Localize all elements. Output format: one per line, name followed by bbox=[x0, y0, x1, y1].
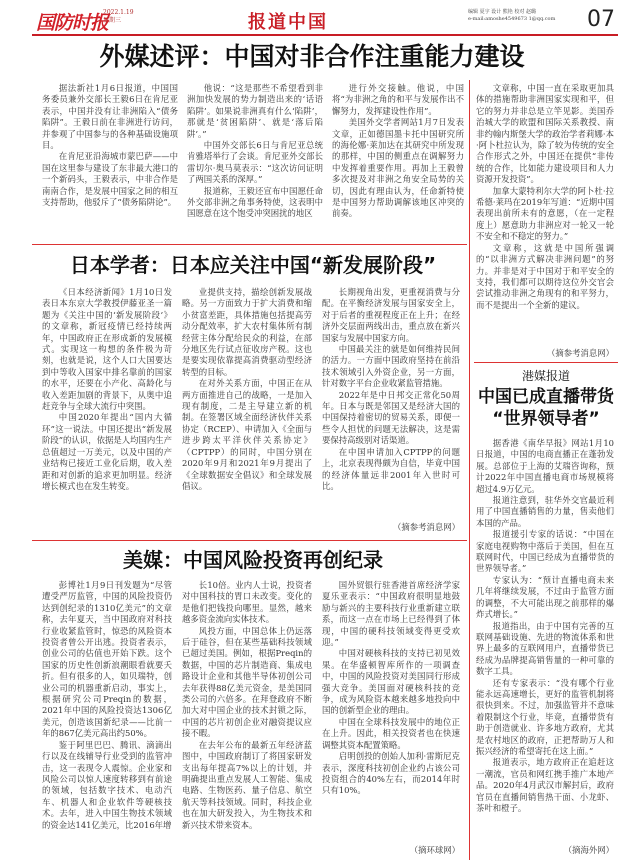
article-a4-body bbox=[476, 438, 614, 844]
paragraph: 启明创投的创始人加利·雷斯尼克表示，深度科技初创企业约占该公司投资组合的40%左右，而2014年时只有10%。 bbox=[322, 751, 460, 796]
paragraph: 长10倍。业内人士说，投资者对中国科技的胃口未改变。变化的是他们把钱投向哪里。显然，越来越多资金流向实体技术。 bbox=[182, 580, 312, 625]
paragraph: 在中国申请加入CPTPP的问题上，北京表现得颇为自信，毕竟中国的经济体量远非2001年入世时可比。 bbox=[322, 446, 460, 491]
article-title-a1: 外媒述评：中国对非合作注重能力建设 bbox=[99, 42, 525, 71]
article-a4-source-wrap bbox=[476, 845, 614, 857]
article-a2-col-1 bbox=[42, 287, 172, 535]
paragraph: 《日本经济新闻》1月10日发表日本东京大学教授伊藤亚圣一篇题为《关注中国的‘新发展阶段’》的文章称，新冠疫情已经持续两年，中国政府正在形成新的发展模式。实现这一构想的条件极为苛刻，也就是说，这个人口大国要达到中等收入国家中排名靠前的国家的水平，还要在小产化、高龄化与收入差距加剧的背景下，从奥中追赶竞争与全球大流行中突围。 bbox=[42, 287, 172, 412]
article-a4-source: （摘海外网） bbox=[563, 845, 614, 855]
article-a4-title-line-2: “世界领导者” bbox=[492, 409, 600, 429]
article-a1-col-2 bbox=[187, 83, 323, 233]
paragraph: 还有专家表示：“没有哪个行业能永远高速增长，更好的监管机制将很快到来。不过，加强监管并不意味着限制这个行业，毕竟，直播带货有助于创造就业、许多地方政府，尤其是农村地区的政府，正把帮助万人和振兴经济的希望寄托在这上面。” bbox=[476, 677, 614, 756]
paragraph: 报道援引专家的话说：“中国在家庭电视购物中落后于美国，但在互联网时代，中国已经成为直播带货的世界领导者。” bbox=[476, 529, 614, 574]
paragraph: 鉴于阿里巴巴、腾讯、滴滴出行以及在线辅导行业受到的监管冲击，这一表现令人震惊。企业家和风险公司以惊人速度转移到有前途的领域，包括数字技术、电动汽车、机器人和企业软件等硬核技术。去年，进入中国生物技术领域的资金达141亿美元，比2016年增 bbox=[42, 739, 172, 830]
paragraph: 专家认为：“预计直播电商未来几年将继续发展，不过由于监管方面的调整，不大可能出现之前那样的爆炸式增长。” bbox=[476, 574, 614, 620]
editor-names: 编辑 夏宇 设计 熊艳 校对 赵璐 bbox=[468, 9, 536, 15]
editor-credits bbox=[468, 9, 580, 23]
issue-info bbox=[103, 9, 134, 25]
paragraph: 国外贸银行驻香港首席经济学家夏乐亚表示：“中国政府很明显地鼓励与新兴的主要科技行业重新建立联系，而这一点在市场上已经得到了体现，中国的硬科技领域变得更受欢迎。” bbox=[322, 580, 460, 648]
paragraph: 在肯尼亚沿海城市蒙巴萨——中国在这里参与建设了东非最大港口的一个新码头，王毅表示，中非合作是南南合作，是发展中国家之间的相互支持帮助，他驳斥了“债务陷阱论”。 bbox=[42, 151, 178, 208]
paragraph: 长期视角出发，更重视消费与分配。在平衡经济发展与国家安全上，对于后者的重视程度正在上升；在经济外交层面两线出击，重点放在新兴国家与发展中国家方向。 bbox=[322, 287, 460, 343]
paragraph: 2022年是中日邦交正常化50周年。日本与既是邻国又是经济大国的中国保持着密切的贸易关系，即便一些令人担忧的问题无法解决，这是需要保持高级别对话渠道。 bbox=[322, 389, 460, 446]
article-a1-col-4 bbox=[476, 83, 614, 347]
paragraph: 风投方面，中国总体上仍远落后于硅谷，但在某些基础科技领域已超过美国。例如，根据Preqin的数据，中国的芯片制造商、集成电路设计企业和其他半导体初创公司去年获得88亿美元资金，是美国同类公司的六倍多。在拜登政府不断加大对中国企业的技术封锁之际，中国的芯片初创企业对融资提议应接不暇。 bbox=[182, 625, 312, 739]
article-a2-col-3 bbox=[322, 287, 460, 521]
article-title-a3: 美媒：中国风险投资再创纪录 bbox=[123, 548, 383, 572]
paragraph: 中国最关注的就是如何维持民间的活力。一方面中国政府坚持在前沿技术领域引入外资企业，另一方面，针对数字平台企业收紧监管措施。 bbox=[322, 344, 460, 389]
paragraph: 据法新社1月6日报道，中国国务委员兼外交部长王毅6日在肯尼亚表示，中国并没有让非洲陷入“债务陷阱”。王毅日前在非洲进行访问，并参观了中国参与的各种基础设施项目。 bbox=[42, 83, 178, 151]
article-a1-source-wrap bbox=[476, 348, 614, 360]
paragraph: 进行外交接触。他说，中国将“为非洲之角的和平与发展作出不懈努力，发挥建设性作用”。 bbox=[332, 83, 464, 116]
article-title-a2: 日本学者：日本应关注中国“新发展阶段” bbox=[69, 253, 437, 277]
article-a4-kicker: 港媒报道 bbox=[521, 369, 570, 383]
paragraph: 中国对硬核科技的支持已初见效果。在华盛顿智库所作的一项调查中，中国的风险投资对美国同行形成强大竞争。美国面对硬核科技的竞争，成为风险资本越来越多地投向中国的创新型企业的理由。 bbox=[322, 648, 460, 716]
paragraph: 在对外关系方面，中国正在从两方面推进自己的战略，一是加入现有制度，二是主导建立新的机制。在签署区域全面经济伙伴关系协定（RCEP）、申请加入《全面与进步跨太平洋伙伴关系协定》（CPTPP）的同时，中国分别在2020年9月和2021年9月提出了《全球数据安全倡议》和全球发展倡议。 bbox=[182, 378, 312, 491]
header-rule bbox=[32, 34, 618, 36]
contact-email: e-mail:amoshe4549673 1@qq.com bbox=[468, 16, 556, 22]
paragraph: 报道称，王毅还宣布中国愿任命外交部非洲之角事务特使，这表明中国愿意在这个饱受冲突困扰的地区 bbox=[187, 185, 323, 219]
paragraph: 中国2020年提出“国内大循环”这一说法。中国还提出“新发展阶段”的认识，依据是人均国内生产总值超过一万美元，以及中国的产业结构已接近工业化后期，收入差距和对创新的追求更加明显。经济增长模式也在发生转变。 bbox=[42, 412, 172, 491]
column-divider bbox=[469, 80, 470, 860]
paragraph: 报道指出，由于中国有完善的互联网基础设施、先进的物流体系和世界上最多的互联网用户，直播带货已经成为品牌提高销售量的一种可靠的数字工具。 bbox=[476, 620, 614, 677]
paragraph: 中国在全球科技发展中的地位正在上升。因此，相关投资者也在快速调整其资本配置策略。 bbox=[322, 716, 460, 750]
paragraph: 文章称，这就是中国所强调的“以非洲方式解决非洲问题”的努力。并非是对于中国对于和平安全的支持，我们都可以期待这位外交官会尝试推动非洲之角现有的和平努力，而不是提出一个全新的建议。 bbox=[476, 242, 614, 310]
article-a3-col-2 bbox=[182, 580, 312, 858]
article-a3-col-1 bbox=[42, 580, 172, 858]
article-a4-title-line-1: 中国已成直播带货 bbox=[478, 387, 614, 407]
paragraph: 中国外交部长6日与肯尼亚总统肯雅塔举行了会谈。肯尼亚外交部长雷切尔·奥马莫表示：“这次访问证明了两国关系的深厚。” bbox=[187, 140, 323, 185]
article-a1-col-1 bbox=[42, 83, 178, 233]
article-a3-source: （摘环球网） bbox=[409, 845, 460, 855]
paragraph: 业提供支持，描绘创新发展战略。另一方面致力于扩大消费和缩小贫富差距，具体措施包括提高劳动分配效率，扩大农村集体所有制经营主体分配给民众的利益，在部分地区先行试点征收房产税。这也是要实现依靠提高消费驱动型经济转型的目标。 bbox=[182, 287, 312, 377]
article-a2-col-2 bbox=[182, 287, 312, 535]
article-a2-source-wrap bbox=[322, 522, 460, 534]
newspaper-logo: 国防时报 bbox=[36, 12, 109, 34]
article-a1-source: （摘参考消息网） bbox=[547, 348, 614, 358]
page-number: 07 bbox=[587, 7, 615, 32]
issue-weekday: 星期三 bbox=[103, 17, 122, 24]
paragraph: 文章称，中国一直在采取更加具体的措施帮助非洲国家实现和平，但它的努力并非总是立竿见影。美国乔治城大学的欧盟和国际关系教授、南非约翰内斯堡大学的政治学者莉娜·本·阿卜杜拉认为，除了较为传统的安全合作形式之外，中国还在提供“非传统的合作，比如能力建设项目和人力资源开发投资”。 bbox=[476, 83, 614, 185]
issue-date: 2022.1.19 bbox=[103, 9, 134, 16]
article-a3-source-wrap bbox=[322, 845, 460, 857]
paragraph: 彭博社1月9日刊发题为“尽管遭受严厉监管，中国的风险投资仍达到创纪录的1310亿美元”的文章称，去年夏天，当中国政府对科技行业收紧监管时，惊恐的风险资本投资者曾公开出逃。投资者表示，创业公司的估值也开始下跌。这个国家的历史性创新浪潮眼看就要夭折。但有很多的人，如贝瑞特，创业公司的机器重新启动，事实上，根据研究公司Preqin的数据，2021年中国的风险投资达1306亿美元，创造该国新纪录——比前一年的867亿美元高出约50%。 bbox=[42, 580, 172, 739]
paragraph: 他说：“这是那些不希望看到非洲加快发展的势力制造出来的‘话语陷阱’。如果说非洲真有什么‘陷阱’，那就是‘贫困陷阱’、就是‘落后陷阱’。” bbox=[187, 83, 323, 139]
paragraph: 报道表示，地方政府正在追赶这一潮流，官员和网红携手推广本地产品。2020年4月武汉市解封后，政府官员在直播间销售热干面、小龙虾、茶叶和橙子。 bbox=[476, 757, 614, 813]
divider bbox=[32, 244, 467, 245]
paragraph: 报道注意到，驻华外交官最近利用了中国直播销售的力量，售卖他们本国的产品。 bbox=[476, 495, 614, 528]
section-title: 报道中国 bbox=[248, 12, 328, 33]
article-a3-col-3 bbox=[322, 580, 460, 844]
paragraph: 加拿大蒙特利尔大学的阿卜杜·拉希德·莱玛在2019年写道：“近期中国表现出前所未有的意愿，（在一定程度上）愿意助力非洲应对一轮又一轮不安全和不稳定的努力。” bbox=[476, 185, 614, 242]
divider bbox=[32, 540, 467, 541]
article-a1-col-3 bbox=[332, 83, 464, 233]
paragraph: 在去年公布的最新五年经济蓝图中，中国政府制订了将国家研发支出每年提高7%以上的计划，并明确提出重点发展人工智能、集成电路、生物医药、量子信息、航空航天等科技领域。同时，科技企业也在加大研发投入，为生物技术和新兴技术带来资本。 bbox=[182, 739, 312, 830]
page-header bbox=[0, 0, 625, 36]
article-a2-source: （摘参考消息网） bbox=[393, 522, 460, 532]
paragraph: 美国外交学者网站1月7日发表文章，正如德国墨卡托中国研究所的海伦娜·莱加达在其研究中所发现的那样，中国的侧重点在调解努力中发挥着重要作用。再加上王毅曾多次提及对非洲之角安全局势的关切，因此有理由认为，任命新特使是中国努力帮助调解该地区冲突的前奏。 bbox=[332, 117, 464, 219]
divider bbox=[474, 362, 618, 363]
paragraph: 据香港《南华早报》网站1月10日报道，中国的电商直播正在蓬勃发展。总部位于上海的艾瑞咨询称，预计2022年中国直播电商市场规模将超过4.9万亿元。 bbox=[476, 438, 614, 494]
